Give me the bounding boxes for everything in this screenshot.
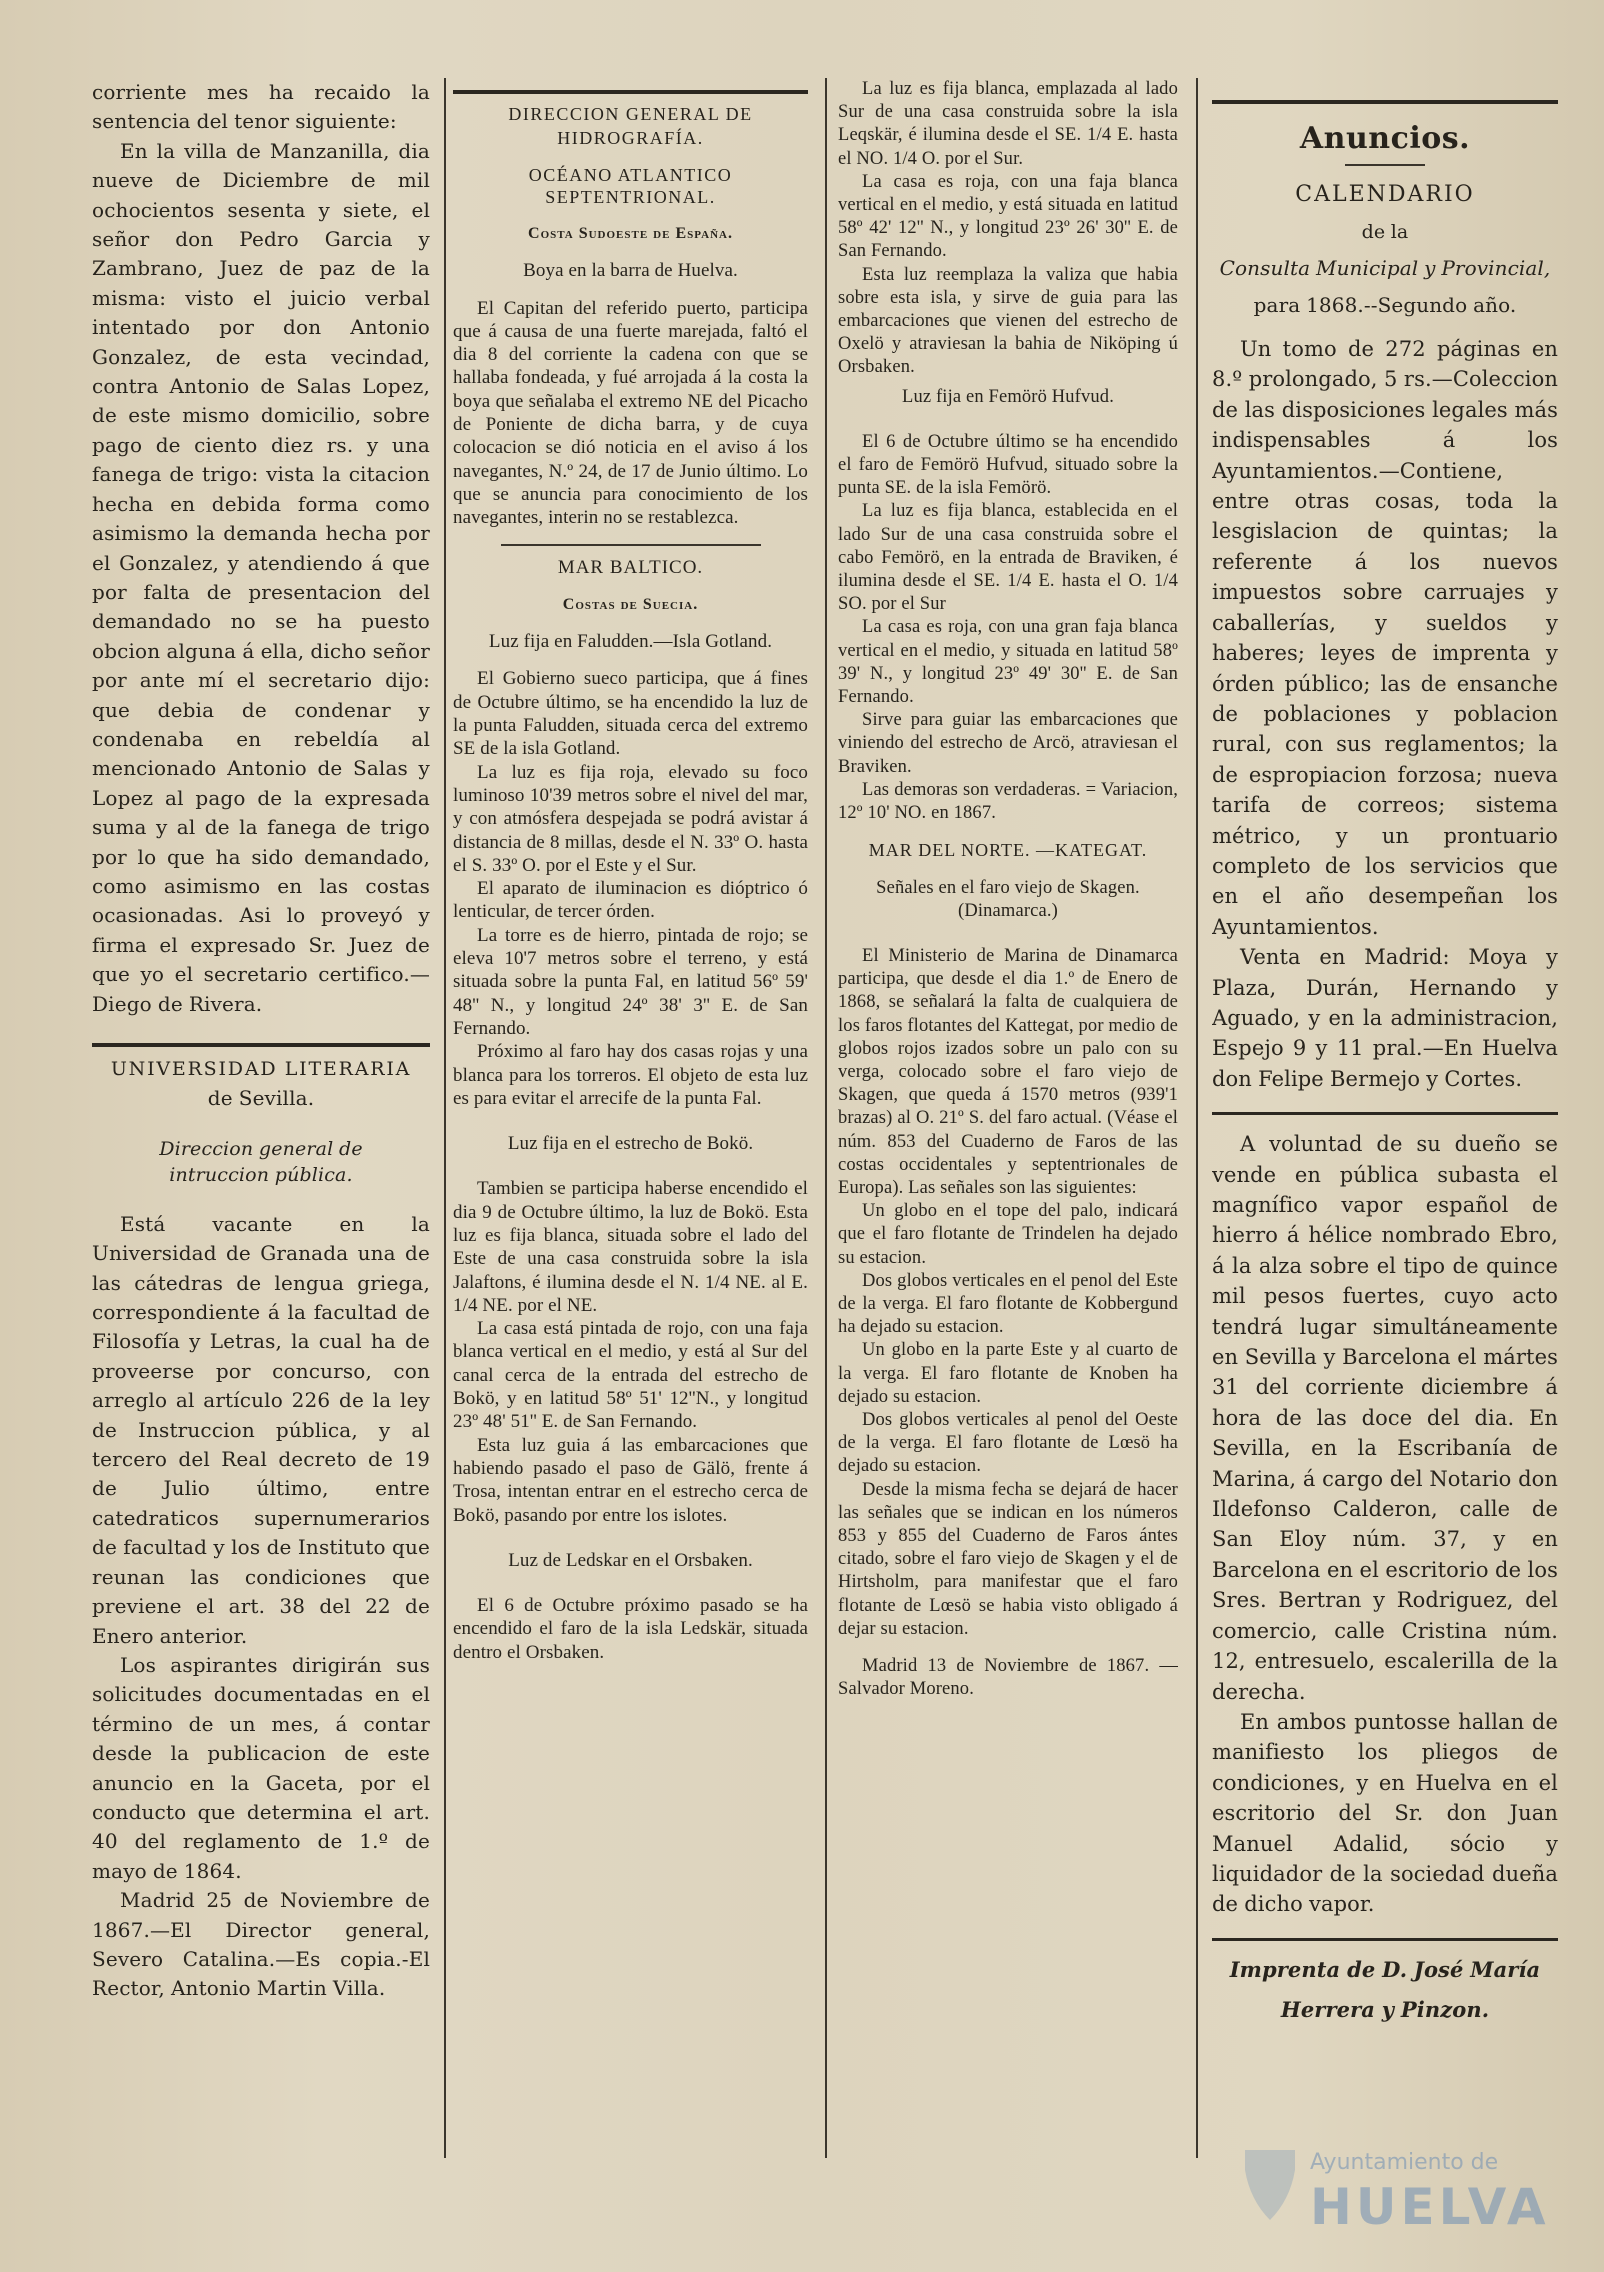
paragraph: Madrid 13 de Noviembre de 1867. —Salvador Moreno.	[838, 1656, 1178, 1700]
section-heading: OCÉANO ATLANTICO SEPTENTRIONAL.	[528, 165, 733, 207]
paragraph: Un globo en la parte Este y al cuarto de la verga. El faro flotante de Knoben ha dejado su estacion.	[838, 1340, 1178, 1407]
ad-title: CALENDARIO	[1295, 182, 1475, 208]
ad-subtitle: de la	[1361, 220, 1409, 243]
imprint: Imprenta de D. José María	[1229, 1956, 1541, 1982]
section-title: DIRECCION GENERAL DE HIDROGRAFÍA.	[508, 104, 753, 148]
paragraph: Un globo en el tope del palo, indicará que el faro flotante de Trindelen ha dejado su estacion.	[838, 1201, 1178, 1268]
column-3	[838, 78, 1178, 1701]
paragraph: A voluntad de su dueño se vende en pública subasta el magnífico vapor español de hierro á hélice nombrado Ebro, á la alza sobre el tipo de quince mil pesos fuertes, cuyo acto tendrá lugar simultáneamente en Sevilla y Barcelona el mártes 31 del corriente diciembre á hora de las doce del dia. En Sevilla, en la Escribanía de Marina, á cargo del Notario don Ildefonso Calderon, calle de San Eloy núm. 37, y en Barcelona en el escritorio de los Sres. Bertran y Rodriguez, del comercio, calle Cristina núm. 12, entresuelo, escalerilla de la derecha.	[1212, 1132, 1558, 1704]
section-rule	[1212, 1938, 1558, 1941]
paragraph: La luz es fija blanca, emplazada al lado Sur de una casa construida sobre la isla Leqskär, é ilumina desde el SE. 1/4 E. hasta el NO. 1/4 O. por el Sur.	[838, 79, 1178, 169]
section-title: UNIVERSIDAD LITERARIA	[110, 1058, 412, 1080]
paragraph: Dos globos verticales en el penol del Este de la verga. El faro flotante de Kobbergund ha dejado su estacion.	[838, 1270, 1178, 1338]
section-subtitle: de Sevilla.	[207, 1086, 315, 1111]
section-heading: Costas de Suecia.	[562, 595, 699, 613]
section-rule	[501, 544, 761, 546]
paragraph: Madrid 25 de Noviembre de 1867.—El Director general, Severo Catalina.—Es copia.-El Rector, Antonio Martin Villa.	[92, 1888, 430, 2001]
paragraph: Está vacante en la Universidad de Granada una de las cátedras de lengua griega, correspondiente á la facultad de Filosofía y Letras, la cual ha de proveerse por concurso, con arreglo al artículo 226 de la ley de Instruccion pública, y al tercero del Real decreto de 19 de Julio último, entre catedraticos supernumerarios de facultad y los de Instituto que reunan las condiciones que previene el art. 38 del 22 de Enero anterior.	[92, 1211, 430, 1648]
paragraph: El 6 de Octubre próximo pasado se ha encendido el faro de la isla Ledskär, situada dentro el Orsbaken.	[453, 1595, 808, 1663]
column-4	[1212, 78, 1558, 2026]
stamp-line: HUELVA	[1310, 2178, 1550, 2236]
column-rule	[825, 78, 827, 2158]
paragraph: En ambos puntosse hallan de manifiesto los pliegos de condiciones, y en Huelva en el escritorio del Sr. don Juan Manuel Adalid, sócio y liquidador de la sociedad dueña de dicho vapor.	[1212, 1709, 1558, 1917]
section-rule	[1212, 100, 1558, 104]
paragraph: Próximo al faro hay dos casas rojas y una blanca para los torreros. El objeto de esta luz es para evitar el arrecife de la punta Fal.	[453, 1041, 808, 1109]
paragraph: La casa está pintada de rojo, con una faja blanca vertical en el medio, y está al Sur del canal cerca de la entrada del estrecho de Bokö, y en latitud 58º 51' 12''N., y longitud 23º 48' 51'' E. de San Fernando.	[453, 1318, 808, 1433]
section-heading: Señales en el faro viejo de Skagen. (Dinamarca.)	[876, 877, 1140, 921]
section-rule	[92, 1043, 430, 1047]
paragraph: El Capitan del referido puerto, participa que á causa de una fuerte marejada, faltó el dia 8 del corriente la cadena con que se hallaba fondeada, y fué arrojada á la costa la boya que señalaba el extremo NE del Picacho de Poniente de dicha barra, y de cuya colocacion se dió noticia en el aviso á los navegantes, N.º 24, de 17 de Junio último. Lo que se anuncia para conocimiento de los navegantes, interin no se restablezca.	[453, 297, 808, 529]
paragraph: La casa es roja, con una gran faja blanca vertical en el medio, y situada en latitud 58º 39' N., y longitud 23º 49' 30'' E. de San Fernando.	[838, 617, 1178, 708]
section-rule	[1345, 164, 1425, 166]
column-1	[92, 78, 430, 2004]
paragraph: La casa es roja, con una faja blanca vertical en el medio, y está situada en latitud 58º 42' 12'' N., y longitud 23º 26' 30'' E. de San Fernando.	[838, 171, 1178, 262]
paragraph: Desde la misma fecha se dejará de hacer las señales que se indican en los números 853 y 855 del Cuaderno de Faros ántes citado, sobre el faro viejo de Skagen y el de Hirtsholm, para manifestar que el faro flotante de Lœsö se habia visto obligado á dejar su estacion.	[838, 1479, 1178, 1639]
paragraph: El 6 de Octubre último se ha encendido el faro de Femörö Hufvud, situado sobre la punta SE. de la isla Femörö.	[838, 431, 1178, 499]
shield-icon	[1245, 2150, 1295, 2220]
paragraph: Dos globos verticales al penol del Oeste de la verga. El faro flotante de Lœsö ha dejado su estacion.	[838, 1409, 1178, 1477]
ad-subtitle: para 1868.--Segundo año.	[1253, 292, 1517, 317]
paragraph: Las demoras son verdaderas. = Variacion, 12º 10' NO. en 1867.	[838, 779, 1178, 824]
section-rule	[1212, 1112, 1558, 1115]
ad-subtitle: Consulta Municipal y Provincial,	[1219, 256, 1551, 281]
paragraph: El aparato de iluminacion es dióptrico ó lenticular, de tercer órden.	[453, 878, 808, 923]
imprint: Herrera y Pinzon.	[1280, 1997, 1490, 2023]
paragraph: Los aspirantes dirigirán sus solicitudes documentadas en el término de un mes, á contar desde la publicacion de este anuncio en la Gaceta, por el conducto que determina el art. 40 del reglamento de 1.º de mayo de 1864.	[92, 1652, 430, 1883]
section-heading: Luz fija en el estrecho de Bokö.	[507, 1133, 754, 1155]
paragraph: La luz es fija roja, elevado su foco luminoso 10'39 metros sobre el nivel del mar, y con atmósfera despejada se podrá avistar á distancia de 8 millas, desde el N. 33º O. hasta el S. 33º O. por el Este y el Sur.	[453, 761, 808, 876]
paragraph: Tambien se participa haberse encendido el dia 9 de Octubre último, la luz de Bokö. Esta luz es fija blanca, situada sobre el lado del Este de una casa construida sobre la isla Jalaftons, é ilumina desde el N. 1/4 NE. al E. 1/4 NE. por el NE.	[453, 1178, 808, 1316]
column-2	[453, 78, 808, 1664]
paragraph: Esta luz reemplaza la valiza que habia sobre esta isla, y sirve de guia para las embarcaciones que vienen del estrecho de Oxelö y atraviesan la bahia de Niköping ú Orsbaken.	[838, 264, 1178, 378]
paragraph: El Gobierno sueco participa, que á fines de Octubre último, se ha encendido la luz de la punta Faludden, situada cerca del extremo SE de la isla Gotland.	[453, 668, 808, 760]
paragraph: En la villa de Manzanilla, dia nueve de Diciembre de mil ochocientos sesenta y siete, el señor don Pedro Garcia y Zambrano, Juez de paz de la misma: visto el juicio verbal intentado por don Antonio Gonzalez, de esta vecindad, contra Antonio de Salas Lopez, de este mismo domicilio, sobre pago de ciento diez rs. y una fanega de trigo: vista la citacion hecha en debida forma como asimismo la demanda hecha por el Gonzalez, y atendiendo á que por falta de presentacion del demandado no se ha puesto obcion alguna á ella, dicho señor por ante mí el secretario dijo: que debia de condenar y condenaba en rebeldía al mencionado Antonio de Salas y Lopez al pago de la expresada suma y al de la fanega de trigo por lo que ha sido demandado, como asimismo en las costas ocasionadas. Asi lo proveyó y firma el expresado Sr. Juez de que yo el secretario certifico.—Diego de Rivera.	[92, 138, 430, 1016]
paragraph: Sirve para guiar las embarcaciones que viniendo del estrecho de Arcö, atraviesan el Braviken.	[838, 710, 1178, 777]
paragraph: Esta luz guia á las embarcaciones que habiendo pasado el paso de Gälö, frente á Trosa, intentan entrar en el estrecho cerca de Bokö, pasando por entre los islotes.	[453, 1434, 808, 1526]
section-title: MAR BALTICO.	[557, 556, 704, 578]
section-heading: Boya en la barra de Huelva.	[523, 260, 738, 282]
section-title: MAR DEL NORTE. —KATEGAT.	[868, 840, 1148, 861]
stamp-line: Ayuntamiento de	[1310, 2150, 1499, 2175]
paragraph: La torre es de hierro, pintada de rojo; se eleva 10'7 metros sobre el terreno, y está situada sobre la punta Fal, en latitud 56º 59' 48'' N., y longitud 24º 38' 3'' E. de San Fernando.	[453, 924, 808, 1039]
section-heading: Luz fija en Femörö Hufvud.	[902, 386, 1114, 407]
section-heading: Direccion general de intruccion pública.	[159, 1137, 363, 1186]
section-heading: Luz fija en Faludden.—Isla Gotland.	[488, 631, 773, 653]
section-heading: Costa Sudoeste de España.	[528, 225, 733, 242]
paragraph: corriente mes ha recaido la sentencia del tenor siguiente:	[92, 80, 430, 134]
section-title: Anuncios.	[1299, 121, 1471, 156]
paragraph: La luz es fija blanca, establecida en el lado Sur de una casa construida sobre el cabo Femörö, en la entrada de Braviken, é ilumina desde el SE. 1/4 E. hasta el O. 1/4 SO. por el Sur	[838, 501, 1178, 615]
section-rule	[453, 90, 808, 94]
column-rule	[1196, 78, 1198, 2158]
paragraph: Venta en Madrid: Moya y Plaza, Durán, Hernando y Aguado, y en la administracion, Espejo 9 y 11 pral.—En Huelva don Felipe Bermejo y Cortes.	[1212, 945, 1558, 1091]
section-heading: Luz de Ledskar en el Orsbaken.	[508, 1549, 753, 1571]
paragraph: El Ministerio de Marina de Dinamarca participa, que desde el dia 1.º de Enero de 1868, se señalará la falta de cualquiera de los faros flotantes del Kattegat, por medio de globos rojos izados sobre un palo con su verga, colocado sobre el faro viejo de Skagen, que queda á 1570 metros (939'1 brazas) al O. 21º S. del faro actual. (Véase el núm. 853 del Cuaderno de Faros de las costas occidentales y septentrionales de Europa). Las señales son las siguientes:	[838, 945, 1178, 1198]
column-rule	[444, 78, 446, 2158]
paragraph: Un tomo de 272 páginas en 8.º prolongado, 5 rs.—Coleccion de las disposiciones legales más indispensables á los Ayuntamientos.—Contiene, entre otras cosas, toda la lesgislacion de quintas; la referente á los nuevos impuestos sobre carruajes y caballerías, y sueldos y haberes; leyes de imprenta y órden público; las de ensanche de poblaciones y poblacion rural, con sus reglamentos; la de espropiacion forzosa; nueva tarifa de correos; sistema métrico, y un prontuario completo de los servicios que en el año desempeñan los Ayuntamientos.	[1212, 337, 1558, 939]
